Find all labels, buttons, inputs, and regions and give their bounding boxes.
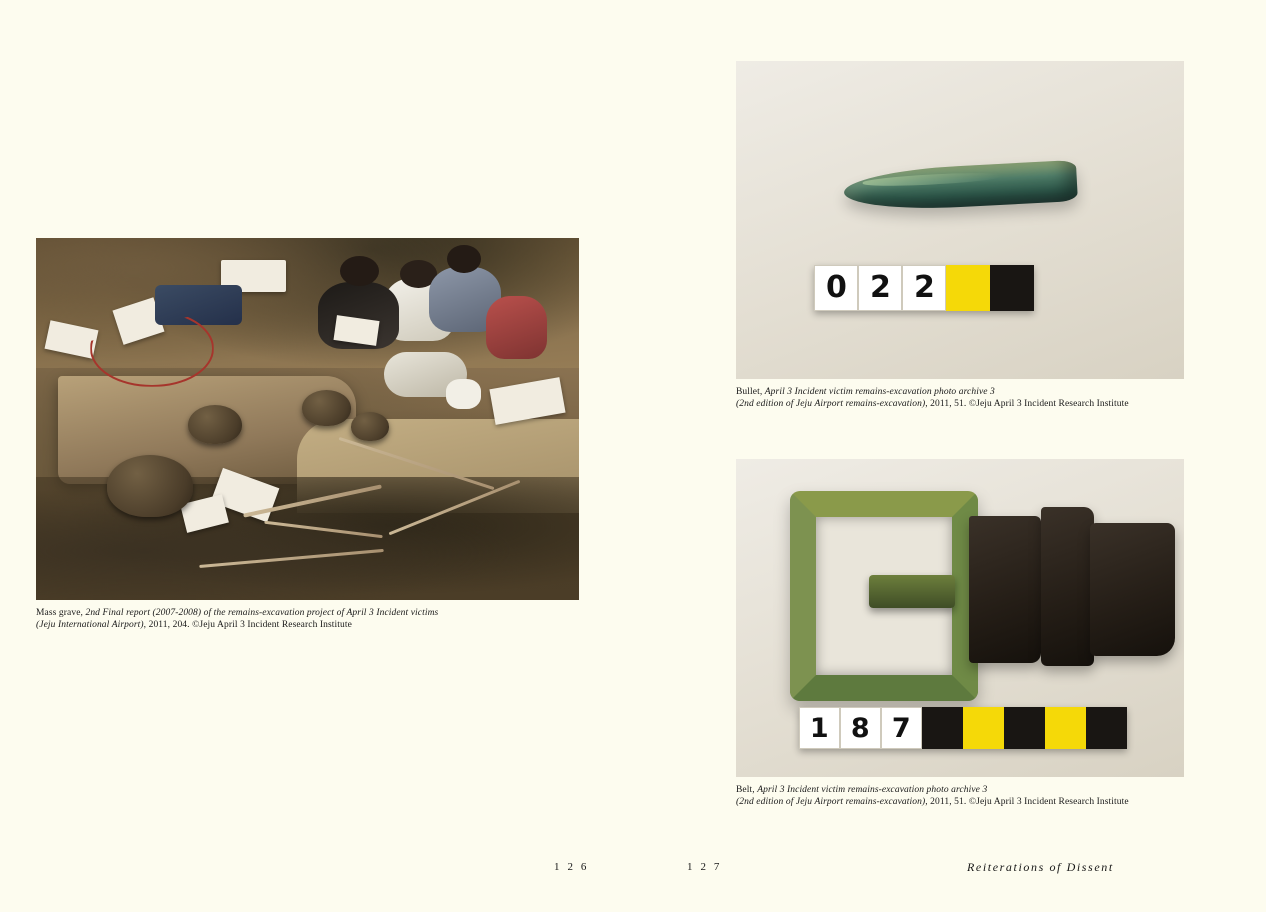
skull-remains bbox=[188, 405, 242, 445]
photo-mass-grave bbox=[36, 238, 579, 600]
scale-bar bbox=[814, 265, 1034, 311]
belt-fragment bbox=[1090, 523, 1175, 657]
figure-caption bbox=[736, 785, 1184, 808]
photo-belt bbox=[736, 459, 1184, 777]
scale-digit: 0 bbox=[814, 265, 858, 311]
scale-digit: 1 bbox=[799, 707, 840, 749]
worker-glove bbox=[446, 379, 482, 409]
scale-block-dark bbox=[922, 707, 963, 749]
caption-source-title: April 3 Incident victim remains-excavation photo archive 3 bbox=[764, 387, 995, 397]
running-head: Reiterations of Dissent bbox=[967, 860, 1114, 874]
skull-remains bbox=[351, 412, 389, 441]
figure-caption bbox=[736, 387, 1184, 410]
scale-block-dark bbox=[1004, 707, 1045, 749]
scale-block-yellow bbox=[1045, 707, 1086, 749]
scale-digit: 7 bbox=[881, 707, 922, 749]
photo-bullet bbox=[736, 61, 1184, 379]
belt-fragment bbox=[1041, 507, 1095, 666]
worker-figure bbox=[384, 332, 503, 433]
scale-block-yellow bbox=[963, 707, 1004, 749]
buckle-tongue bbox=[869, 575, 956, 609]
figure-mass-grave bbox=[36, 238, 579, 631]
belt-fragment bbox=[969, 516, 1041, 662]
caption-source-subtitle: (2nd edition of Jeju Airport remains-excavation) bbox=[736, 796, 926, 807]
excavation-marker-tag bbox=[333, 315, 380, 346]
tool-bag bbox=[155, 285, 242, 325]
caption-label: Belt, bbox=[736, 785, 758, 795]
caption-source-location: (Jeju International Airport) bbox=[36, 619, 144, 630]
figure-caption bbox=[36, 608, 579, 631]
worker-head bbox=[447, 245, 480, 273]
scale-block-dark bbox=[1086, 707, 1127, 749]
page-number-right: 1 2 7 bbox=[687, 861, 722, 873]
figure-bullet bbox=[736, 61, 1184, 410]
caption-credit: , 2011, 51. ©Jeju April 3 Incident Research Institute bbox=[925, 796, 1129, 807]
scale-block-dark bbox=[990, 265, 1034, 311]
page-number-left: 1 2 6 bbox=[554, 861, 589, 873]
scale-bar bbox=[799, 707, 1127, 749]
skull-remains bbox=[107, 455, 194, 517]
belt-buckle-artifact bbox=[790, 491, 978, 701]
bullet-artifact bbox=[843, 160, 1078, 213]
caption-source-title: April 3 Incident victim remains-excavation photo archive 3 bbox=[757, 785, 988, 795]
scale-digit: 8 bbox=[840, 707, 881, 749]
scale-digit: 2 bbox=[858, 265, 902, 311]
caption-source-title: 2nd Final report (2007-2008) of the remains-excavation project of April 3 Incident victims bbox=[85, 608, 439, 618]
caption-label: Bullet, bbox=[736, 387, 765, 397]
scale-digit: 2 bbox=[902, 265, 946, 311]
caption-credit: , 2011, 204. ©Jeju April 3 Incident Research Institute bbox=[143, 619, 352, 630]
caption-credit: , 2011, 51. ©Jeju April 3 Incident Research Institute bbox=[925, 398, 1129, 409]
caption-label: Mass grave, bbox=[36, 608, 86, 618]
caption-source-subtitle: (2nd edition of Jeju Airport remains-excavation) bbox=[736, 398, 926, 409]
scale-block-yellow bbox=[946, 265, 990, 311]
figure-belt bbox=[736, 459, 1184, 808]
skull-remains bbox=[302, 390, 351, 426]
